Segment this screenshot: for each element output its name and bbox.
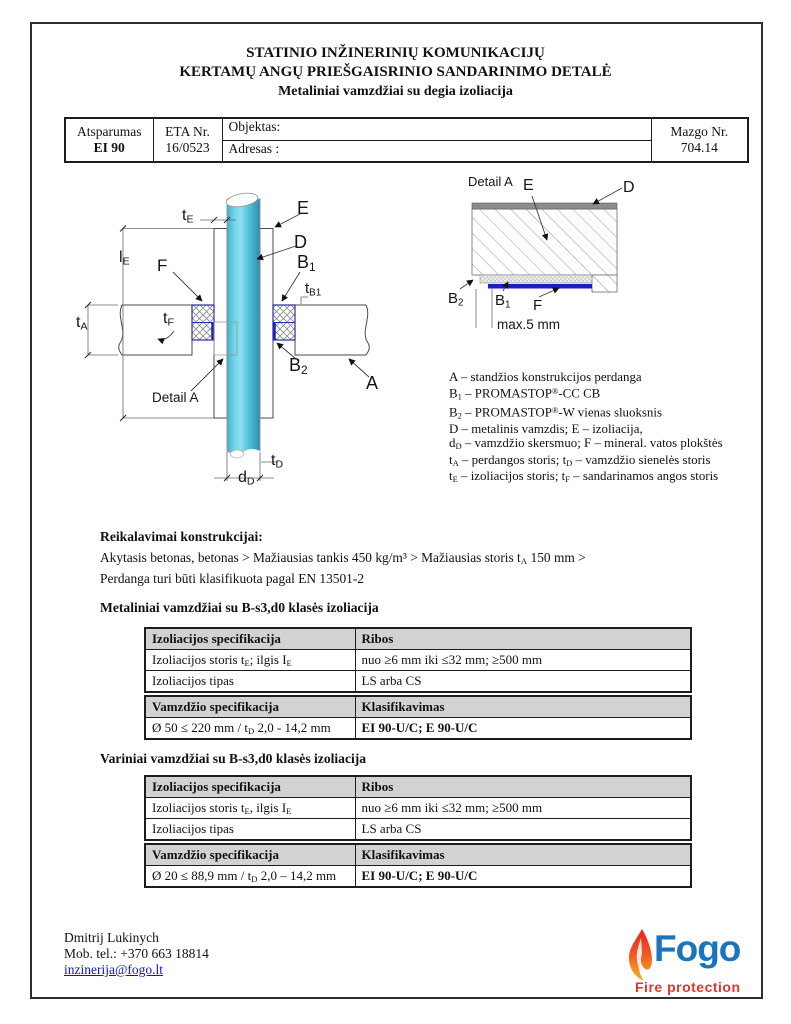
table-cell: Izoliacijos tipas — [145, 671, 355, 693]
label-E: E — [297, 198, 310, 218]
label-B2: $B_2$ — [289, 355, 308, 377]
pipe-inner-wall — [231, 450, 244, 458]
header-table — [64, 117, 749, 163]
requirements-body: Akytasis betonas, betonas > Mažiausias tankis 450 kg/m³ > Mažiausias storis $t_A$ 150 mm > Perdanga turi būti klasifikuota pagal EN 13501-2 — [100, 550, 586, 587]
mineral-wool-right — [273, 305, 295, 340]
footer-contact — [64, 930, 209, 978]
eta-label: ETA Nr. — [165, 124, 210, 139]
detail-pipe-wall — [472, 203, 617, 209]
detail-label-F: F — [533, 297, 543, 314]
legend-line: $B_1$ – PROMASTOP®-CC CB — [449, 385, 601, 402]
label-D: D — [294, 232, 307, 252]
label-tA: $t_A$ — [76, 314, 88, 333]
mazgo-value: 704.14 — [680, 140, 718, 155]
title-line-3: Metaliniai vamzdžiai su degia izoliacija — [278, 84, 513, 99]
metal-pipe — [227, 199, 260, 452]
table-cell: Ø 50 ≤ 220 mm / $t_D$ 2,0 - 14,2 mm — [145, 718, 355, 740]
pipe-table-metal — [144, 695, 692, 740]
col-header: Ribos — [355, 776, 691, 798]
label-tD: $t_D$ — [271, 452, 284, 471]
legend-line: $d_D$ – vamzdžio skersmuo; F – mineral. vatos plokštės — [449, 436, 723, 452]
table-cell: Izoliacijos tipas — [145, 819, 355, 841]
legend-line: $t_A$ – perdangos storis; $t_D$ – vamzdžio sienelės storis — [449, 452, 711, 468]
objektas-cell: Objektas: — [222, 118, 651, 140]
spec-table-metal — [144, 627, 692, 693]
label-B1: $B_1$ — [297, 252, 316, 274]
pipe-table-copper — [144, 843, 692, 888]
table-cell: Izoliacijos storis $t_E$; ilgis $I_E$ — [145, 650, 355, 671]
col-header: Izoliacijos specifikacija — [145, 776, 355, 798]
eta-cell — [153, 118, 222, 162]
col-header: Ribos — [355, 628, 691, 650]
flame-icon — [626, 928, 656, 982]
table-cell: LS arba CS — [355, 819, 691, 841]
contact-email-link[interactable]: inzinerija@fogo.lt — [64, 962, 164, 977]
detail-max-dim: max.5 mm — [497, 317, 561, 332]
col-header: Klasifikavimas — [355, 696, 691, 718]
col-header: Klasifikavimas — [355, 844, 691, 866]
dim-tA — [85, 302, 118, 358]
main-diagram — [70, 182, 390, 502]
label-dD: $d_D$ — [238, 469, 255, 488]
mazgo-label: Mazgo Nr. — [670, 124, 729, 139]
label-tB1: $t_{B1}$ — [305, 280, 322, 299]
legend-line: $B_2$ – PROMASTOP®-W vienas sluoksnis — [449, 405, 662, 421]
col-header: Vamzdžio specifikacija — [145, 844, 355, 866]
detail-a-diagram — [440, 170, 750, 345]
resistance-label: Atsparumas — [77, 124, 142, 139]
eta-value: 16/0523 — [165, 140, 210, 155]
detail-label-B1: $B_1$ — [495, 292, 511, 311]
fogo-logo — [626, 928, 758, 998]
legend-line: A – standžios konstrukcijos perdanga — [449, 370, 642, 384]
label-tE: $t_E$ — [182, 207, 194, 226]
detail-insulation — [472, 209, 617, 275]
col-header: Vamzdžio specifikacija — [145, 696, 355, 718]
label-lE: $l_E$ — [119, 249, 130, 268]
label-tF: $t_F$ — [163, 310, 174, 329]
legend — [449, 371, 723, 487]
mazgo-cell — [651, 118, 748, 162]
legend-line: D – metalinis vamzdis; E – izoliacija, — [449, 422, 643, 437]
floor-slab-right — [295, 305, 369, 355]
table-cell: EI 90-U/C; E 90-U/C — [355, 866, 691, 888]
table-cell: nuo ≥6 mm iki ≤32 mm; ≥500 mm — [355, 798, 691, 819]
title-line-2: KERTAMŲ ANGŲ PRIEŠGAISRINIO SANDARINIMO DETALĖ — [179, 64, 612, 80]
resistance-cell — [65, 118, 153, 162]
label-F: F — [157, 256, 168, 275]
section-heading-copper: Variniai vamzdžiai su B-s3,d0 klasės izoliacija — [100, 751, 367, 766]
mineral-wool-left — [192, 305, 214, 340]
detail-label-E: E — [523, 177, 534, 194]
spec-table-copper — [144, 775, 692, 841]
table-cell: EI 90-U/C; E 90-U/C — [355, 718, 691, 740]
table-cell: Izoliacijos storis $t_E$, ilgis $I_E$ — [145, 798, 355, 819]
detail-promastop-cc — [488, 284, 592, 289]
title-line-1: STATINIO INŽINERINIŲ KOMUNIKACIJŲ — [246, 45, 545, 61]
label-A: A — [366, 373, 379, 393]
logo-wordmark: Fogo — [654, 928, 741, 969]
detail-mineral-wool — [480, 275, 592, 283]
contact-name: Dmitrij Lukinych — [64, 930, 159, 945]
table-cell: Ø 20 ≤ 88,9 mm / $t_D$ 2,0 – 14,2 mm — [145, 866, 355, 888]
requirements-heading: Reikalavimai konstrukcijai: — [100, 529, 263, 544]
table-cell: nuo ≥6 mm iki ≤32 mm; ≥500 mm — [355, 650, 691, 671]
table-cell: LS arba CS — [355, 671, 691, 693]
label-detail-a: Detail A — [152, 390, 199, 405]
pipe-insulation-left — [214, 229, 227, 419]
floor-slab-left — [119, 305, 192, 355]
detail-title: Detail A — [468, 174, 513, 189]
title-block — [0, 44, 791, 101]
legend-line: $t_E$ – izoliacijos storis; $t_F$ – sandarinamos angos storis — [449, 469, 719, 485]
section-heading-metal: Metaliniai vamzdžiai su B-s3,d0 klasės izoliacija — [100, 600, 379, 615]
logo-tagline: Fire protection — [635, 979, 741, 995]
contact-phone: Mob. tel.: +370 663 18814 — [64, 946, 209, 961]
col-header: Izoliacijos specifikacija — [145, 628, 355, 650]
adresas-cell: Adresas : — [222, 140, 651, 162]
detail-label-D: D — [623, 179, 635, 196]
resistance-value: EI 90 — [93, 140, 125, 155]
detail-insulation-lower — [592, 275, 617, 292]
detail-label-B2: $B_2$ — [448, 290, 464, 309]
